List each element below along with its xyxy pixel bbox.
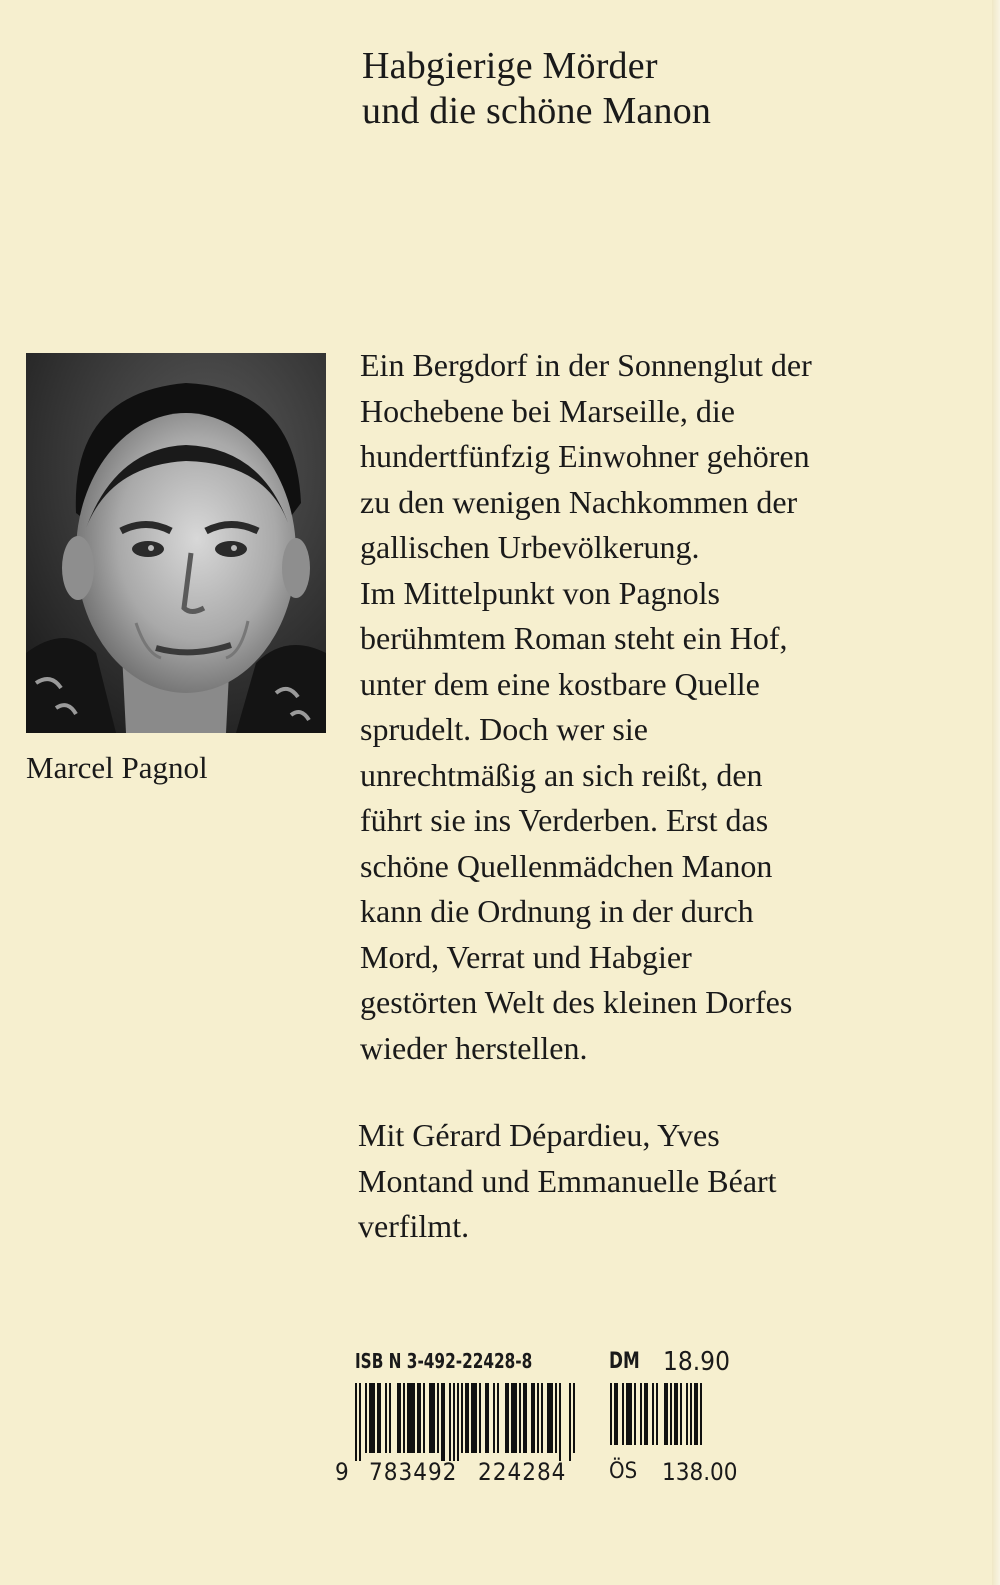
barcode-bar: [656, 1383, 658, 1445]
barcode-bar: [664, 1383, 668, 1445]
barcode-bar: [397, 1383, 401, 1453]
barcode-bar: [559, 1383, 561, 1461]
author-portrait-image: [26, 353, 326, 733]
barcode-bar: [690, 1383, 692, 1445]
barcode-bar: [407, 1383, 415, 1453]
barcode-bar: [573, 1383, 575, 1453]
barcode-bar: [471, 1383, 477, 1453]
barcode-bar: [541, 1383, 543, 1453]
cover-edge: [992, 0, 1000, 1585]
barcode-bar: [614, 1383, 618, 1445]
barcode-bar: [680, 1383, 682, 1445]
barcode-bar: [461, 1383, 463, 1453]
blurb-line: kann die Ordnung in der durch: [360, 893, 754, 929]
barcode-bar: [505, 1383, 509, 1453]
price-at-value: 138.00: [662, 1458, 738, 1486]
price-de-value: 18.90: [663, 1347, 730, 1377]
barcode-bar: [610, 1383, 612, 1445]
barcode-bar: [547, 1383, 553, 1453]
blurb-line: unrechtmäßig an sich reißt, den: [360, 756, 763, 793]
barcode-bar: [694, 1383, 698, 1445]
headline-line-2: und die schöne Manon: [362, 90, 712, 132]
price-de-currency: DM: [609, 1349, 640, 1374]
blurb-line: berühmtem Roman steht ein Hof,: [360, 620, 788, 656]
ean-right-digits: 224284: [478, 1458, 567, 1486]
ean-barcode: [355, 1383, 595, 1461]
blurb-line: zu den wenigen Nachkommen der: [360, 483, 798, 520]
barcode-bar: [449, 1383, 451, 1461]
blurb-line: unter dem eine kostbare Quelle: [360, 665, 760, 702]
film-note-line: verfilmt.: [358, 1208, 470, 1244]
barcode-bar: [644, 1383, 648, 1445]
barcode-bar: [385, 1383, 387, 1453]
blurb-line: schöne Quellenmädchen Manon: [360, 847, 773, 884]
ean-first-digit: 9: [335, 1458, 349, 1486]
barcode-bar: [537, 1383, 539, 1453]
barcode-bar: [465, 1383, 469, 1453]
barcode-bar: [640, 1383, 642, 1445]
barcode-bar: [555, 1383, 557, 1453]
barcode-bar: [355, 1383, 357, 1461]
price-at-currency: ÖS: [609, 1459, 638, 1484]
barcode-bar: [674, 1383, 678, 1445]
barcode-bar: [403, 1383, 405, 1453]
barcode-bar: [365, 1383, 367, 1453]
blurb-line: Im Mittelpunkt von Pagnols: [360, 574, 720, 611]
barcode-bar: [389, 1383, 391, 1453]
barcode-bar: [497, 1383, 499, 1453]
blurb-line: Mord, Verrat und Habgier: [360, 938, 692, 975]
barcode-bar: [437, 1383, 439, 1453]
barcode-bar: [626, 1383, 632, 1445]
barcode-bar: [429, 1383, 435, 1453]
price-addon-barcode: [610, 1383, 735, 1453]
barcode-bar: [652, 1383, 654, 1445]
barcode-bar: [634, 1383, 636, 1445]
film-note-line: Mit Gérard Dépardieu, Yves: [358, 1117, 720, 1153]
barcode-bar: [531, 1383, 535, 1453]
headline-line-1: Habgierige Mörder: [362, 45, 658, 87]
blurb-line: gallischen Urbevölkerung.: [360, 529, 700, 565]
blurb-line: Ein Bergdorf in der Sonnenglut der: [360, 347, 812, 383]
barcode-bar: [670, 1383, 672, 1445]
blurb-line: gestörten Welt des kleinen Dorfes: [360, 984, 793, 1020]
barcode-bar: [569, 1383, 571, 1461]
barcode-bar: [622, 1383, 624, 1445]
barcode-bar: [523, 1383, 527, 1453]
headline: [362, 44, 711, 134]
blurb-line: sprudelt. Doch wer sie: [360, 711, 648, 747]
blurb-line: hundertfünfzig Einwohner gehören: [360, 438, 810, 474]
author-caption: Marcel Pagnol: [26, 750, 208, 785]
barcode-bar: [359, 1383, 361, 1461]
film-note-line: Montand und Emmanuelle Béart: [358, 1162, 777, 1199]
barcode-bar: [441, 1383, 445, 1461]
barcode-bar: [485, 1383, 489, 1453]
barcode-bar: [511, 1383, 517, 1453]
blurb-line: wieder herstellen.: [360, 1029, 588, 1066]
barcode-bar: [686, 1383, 688, 1445]
barcode-bar: [479, 1383, 481, 1453]
ean-left-digits: 783492: [369, 1458, 458, 1486]
blurb-line: führt sie ins Verderben. Erst das: [360, 802, 769, 838]
author-photo: [26, 353, 326, 733]
barcode-bar: [700, 1383, 702, 1445]
barcode-bar: [493, 1383, 495, 1453]
barcode-bar: [519, 1383, 521, 1453]
barcode-block: [333, 1345, 753, 1495]
blurb-line: Hochebene bei Marseille, die: [360, 392, 735, 429]
blurb-text: [360, 343, 980, 1071]
isbn-label: ISB N 3-492-22428-8: [355, 1349, 533, 1373]
barcode-bar: [423, 1383, 425, 1453]
film-note: [358, 1113, 978, 1250]
barcode-bar: [457, 1383, 459, 1461]
barcode-bar: [453, 1383, 455, 1461]
barcode-bar: [377, 1383, 381, 1453]
barcode-bar: [369, 1383, 375, 1453]
barcode-bar: [417, 1383, 421, 1453]
